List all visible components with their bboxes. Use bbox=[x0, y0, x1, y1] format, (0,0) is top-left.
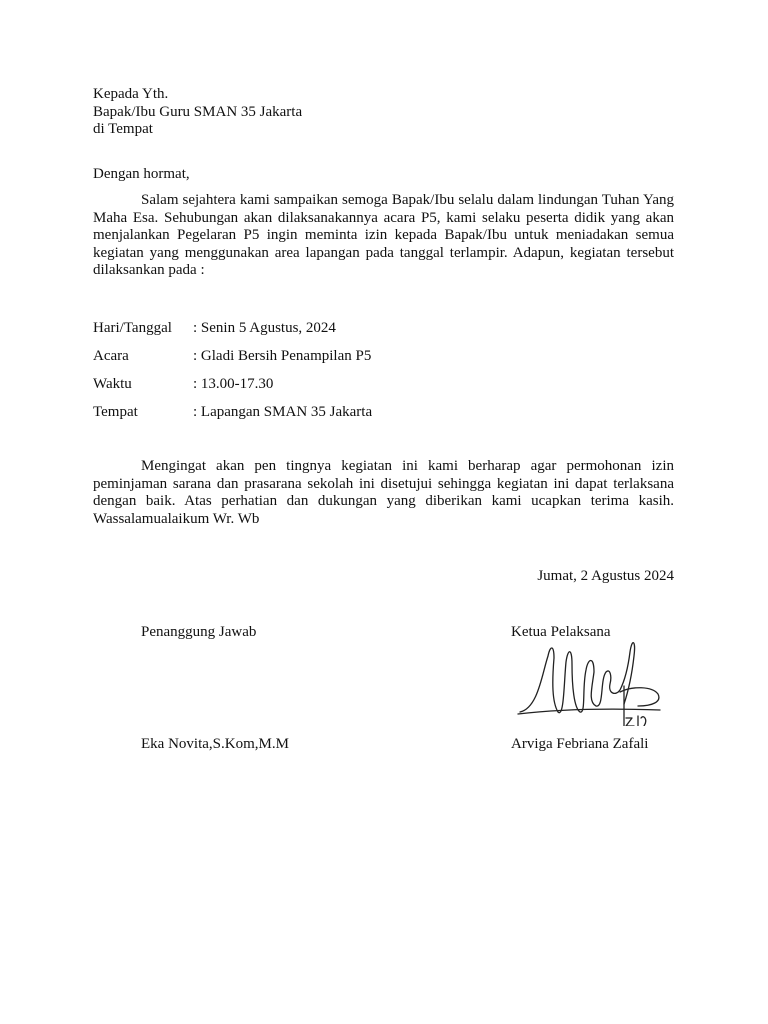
left-signatory-name: Eka Novita,S.Kom,M.M bbox=[141, 736, 289, 752]
salutation: Dengan hormat, bbox=[93, 166, 190, 182]
detail-value: : 13.00-17.30 bbox=[193, 376, 274, 392]
detail-label: Waktu bbox=[93, 376, 132, 392]
recipient-line-1: Kepada Yth. bbox=[93, 86, 169, 102]
detail-row-event bbox=[93, 348, 371, 365]
right-signatory-name: Arviga Febriana Zafali bbox=[511, 736, 649, 752]
detail-label: Tempat bbox=[93, 404, 138, 420]
left-signatory-role: Penanggung Jawab bbox=[141, 624, 257, 640]
handwritten-signature bbox=[512, 634, 662, 726]
closing-paragraph-text: Mengingat akan pen tingnya kegiatan ini kami berharap agar permohonan izin peminjaman sarana dan prasarana sekolah ini disetujui sehingga kegiatan ini dapat terlaksana dengan baik. Atas perhatian dan dukungan yang diberikan kami ucapkan terima kasih. Wassalamualaikum Wr. Wb bbox=[93, 458, 674, 527]
detail-value: : Gladi Bersih Penampilan P5 bbox=[193, 348, 372, 364]
detail-value: : Senin 5 Agustus, 2024 bbox=[193, 320, 336, 336]
letter-date: Jumat, 2 Agustus 2024 bbox=[537, 568, 674, 584]
detail-row-time bbox=[93, 376, 273, 393]
detail-row-date bbox=[93, 320, 336, 337]
right-signatory-role: Ketua Pelaksana bbox=[511, 624, 611, 640]
detail-label: Hari/Tanggal bbox=[93, 320, 172, 336]
detail-label: Acara bbox=[93, 348, 129, 364]
recipient-line-3: di Tempat bbox=[93, 121, 153, 137]
recipient-block bbox=[93, 86, 302, 139]
opening-paragraph bbox=[93, 192, 674, 280]
detail-value: : Lapangan SMAN 35 Jakarta bbox=[193, 404, 373, 420]
closing-paragraph bbox=[93, 458, 674, 528]
opening-paragraph-text: Salam sejahtera kami sampaikan semoga Bapak/Ibu selalu dalam lindungan Tuhan Yang Maha Esa. Sehubungan akan dilaksanakannya acara P5, kami selaku peserta didik yang akan menjalankan Pegelaran P5 ingin meminta izin kepada Bapak/Ibu untuk meniadakan semua kegiatan yang menggunakan area lapangan pada tanggal terlampir. Adapun, kegiatan tersebut dilaksankan pada : bbox=[93, 192, 674, 278]
detail-row-place bbox=[93, 404, 372, 421]
recipient-line-2: Bapak/Ibu Guru SMAN 35 Jakarta bbox=[93, 103, 303, 120]
